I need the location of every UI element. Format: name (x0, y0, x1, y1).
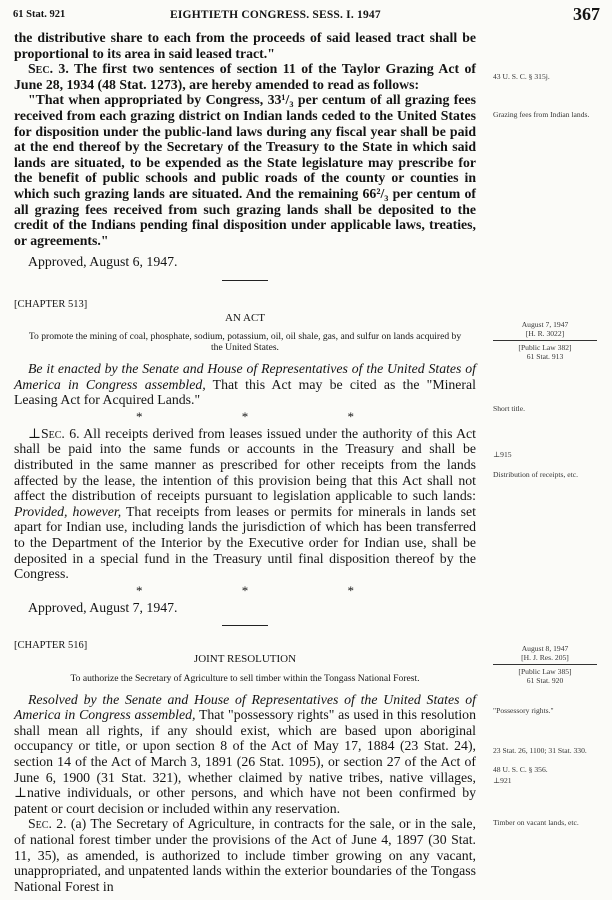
sidenote-possessory: "Possessory rights." (493, 706, 554, 715)
sidenote-grazing: Grazing fees from Indian lands. (493, 110, 590, 119)
enacting-clause: Be it enacted by the Senate and House of Representatives of the United States of America in Congress assembled, That this Act may be cited as the "Mineral Leasing Act for Acquired Lands." (14, 361, 476, 408)
joint-resolution-description: To authorize the Secretary of Agriculture to sell timber within the Tongass National Forest. (70, 672, 420, 684)
sidenote-distribution: Distribution of receipts, etc. (493, 470, 578, 479)
page-number: 367 (573, 4, 600, 24)
resolving-clause: Resolved by the Senate and House of Representatives of the United States of America in Congress assembled, That "possessory rights" as used in this resolution shall mean all rights, if any should exist, which are based upon aboriginal occupancy or title, or upon section 8 of the Act of May 17, 1884 (23 Stat. 24), section 14 of the Act of March 3, 1891 (26 Stat. 1095), or section 27 of the Act of June 6, 1900 (31 Stat. 321), whether claimed by native tribes, native villages, ⊥native individuals, or other persons, and which have not been confirmed by patent or court decision or included within any reservation. (14, 691, 476, 816)
section-label: Sec. 2. (28, 816, 67, 832)
approval-date: Approved, August 6, 1947. (28, 254, 178, 270)
page-header (10, 4, 600, 26)
chapter-heading: [CHAPTER 516] (14, 640, 88, 652)
sidenote-usc: 43 U. S. C. § 315j. (493, 72, 550, 81)
section-label: ⊥Sec. 6. (28, 425, 80, 441)
approval-date: Approved, August 7, 1947. (28, 599, 178, 615)
main-text-column (14, 30, 590, 894)
section-label: Sec. 3. (28, 61, 69, 77)
section-6: ⊥Sec. 6. All receipts derived from leases issued under the authority of this Act shall be paid into the same funds or accounts in the Treasury and shall be distributed in the same manner as prescribed for other receipts from the lands affected by the lease, the intention of this provision being that this Act shall not affect the distribution of receipts pursuant to legislation applicable to such lands: Provided, however, That receipts from leases or permits for minerals in lands set apart for Indian use, including lands the jurisdiction of which has been transferred to the Department of the Interior by the Executive order for Indian use, shall be deposited in a special fund in the Treasury until final disposition thereof by the Congress. (14, 425, 476, 582)
running-head: EIGHTIETH CONGRESS. SESS. I. 1947 (170, 9, 381, 21)
sidenote-timber: Timber on vacant lands, etc. (493, 818, 579, 827)
ellipsis-stars: * * * (136, 582, 354, 598)
act-title: AN ACT (224, 311, 266, 324)
amended-text-quote: "That when appropriated by Congress, 33¹/₃ per centum of all grazing fees received from each grazing district on Indian lands ceded to the United States for disposition under the public-land laws during any fiscal year shall be paid at the end thereof by the Secretary of the Treasury to the State in which said lands are situated, to be expended as the State legislature may prescribe for the benefit of public schools and public roads of the county or counties in which such grazing lands are situated. And the remaining 66²/₃ per centum of all grazing fees received from such grazing lands shall be deposited to the credit of the Indians pending final disposition under applicable laws, treaties, or agreements." (14, 92, 476, 248)
page-marker: ⊥915 (493, 450, 512, 459)
sidenote-stat-refs: 23 Stat. 26, 1100; 31 Stat. 330. (493, 746, 587, 755)
section-2: Sec. 2. (a) The Secretary of Agriculture, in contracts for the sale, or in the sale, of national forest timber under the provisions of the Act of June 4, 1897 (30 Stat. 11, 35), as amended, is authorized to include timber growing on any vacant, unappropriated, and unpatented lands within the exterior boundaries of the Tongass National Forest in (14, 816, 476, 894)
chapter-heading: [CHAPTER 513] (14, 298, 88, 310)
sidenote-usc: 48 U. S. C. § 356. (493, 765, 548, 774)
act-description: To promote the mining of coal, phosphate, sodium, potassium, oil, oil shale, gas, and sulfur on lands acquired by the United States. (28, 331, 462, 354)
divider-rule (222, 625, 268, 626)
sidenote-bill-box: August 7, 1947 [H. R. 3022] [Public Law 382] 61 Stat. 913 (493, 320, 597, 361)
stat-reference: 61 Stat. 921 (13, 9, 66, 20)
ellipsis-stars: * * * (136, 408, 354, 424)
sidenote-short-title: Short title. (493, 404, 526, 413)
page-marker: ⊥921 (493, 776, 512, 785)
divider-rule (222, 280, 268, 281)
paragraph-continuation: the distributive share to each from the proceeds of said leased tract shall be proportional to its area in said leased tract." (14, 30, 476, 61)
section-3: Sec. 3. The first two sentences of section 11 of the Taylor Grazing Act of June 28, 1934 (48 Stat. 1273), are hereby amended to read as follows: (14, 61, 476, 92)
joint-resolution-title: JOINT RESOLUTION (193, 653, 297, 665)
sidenote-bill-box: August 8, 1947 [H. J. Res. 205] [Public Law 385] 61 Stat. 920 (493, 644, 597, 685)
